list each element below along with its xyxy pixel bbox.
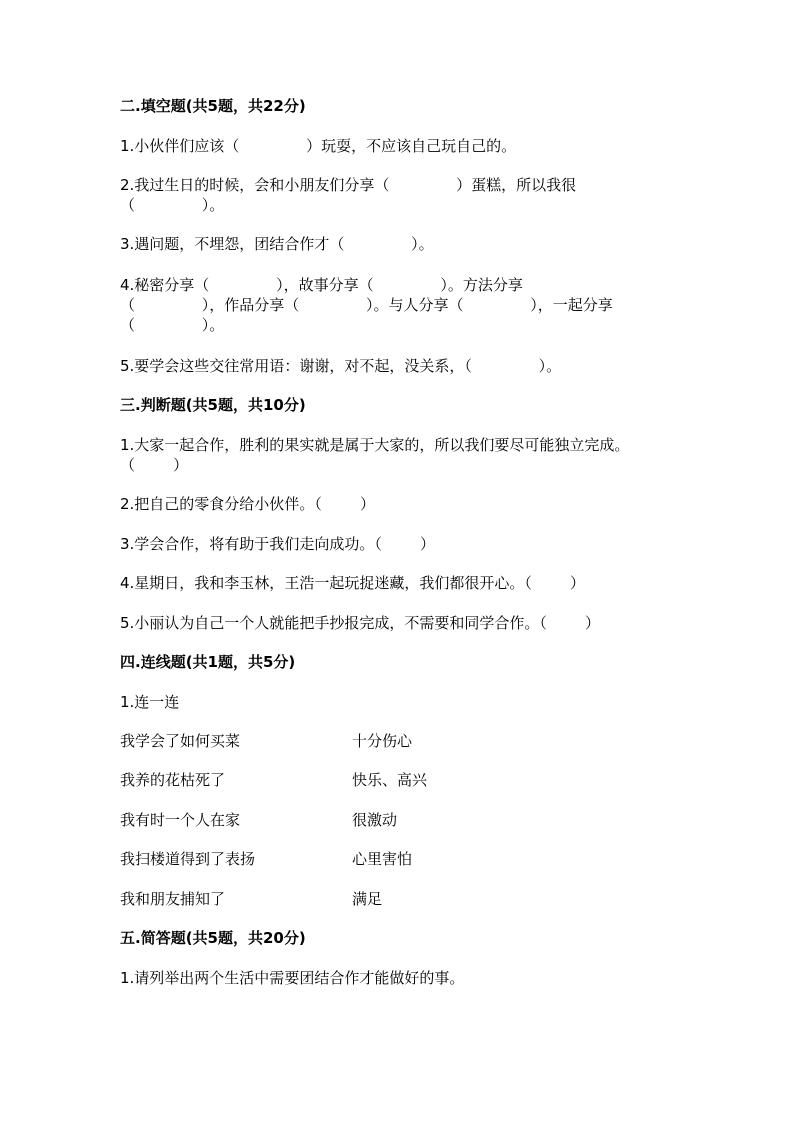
fill-question-2-line-2: （ ）。 — [120, 196, 225, 214]
section-match-title: 四.连线题(共1题，共5分) — [120, 653, 296, 671]
match-left-item-1: 我学会了如何买菜 — [120, 732, 241, 750]
judge-question-2: 2.把自己的零食分给小伙伴。（ ） — [120, 495, 375, 513]
section-judge-title: 三.判断题(共5题，共10分) — [120, 396, 306, 414]
fill-question-4-line-1: 4.秘密分享（ ），故事分享（ ）。方法分享 — [120, 276, 523, 294]
judge-question-5: 5.小丽认为自己一个人就能把手抄报完成，不需要和同学合作。（ ） — [120, 614, 600, 632]
judge-question-4: 4.星期日，我和李玉林，王浩一起玩捉迷藏，我们都很开心。（ ） — [120, 574, 585, 592]
fill-question-2-line-1: 2.我过生日的时候，会和小朋友们分享（ ）蛋糕，所以我很 — [120, 176, 577, 194]
section-fill-title: 二.填空题(共5题，共22分) — [120, 97, 306, 115]
fill-question-4-line-2: （ ），作品分享（ ）。与人分享（ ），一起分享 — [120, 296, 613, 314]
match-left-item-4: 我扫楼道得到了表扬 — [120, 850, 256, 868]
judge-question-1-line-1: 1.大家一起合作，胜利的果实就是属于大家的，所以我们要尽可能独立完成。 — [120, 436, 630, 454]
match-left-item-2: 我养的花枯死了 — [120, 771, 226, 789]
fill-question-1: 1.小伙伴们应该（ ）玩耍，不应该自己玩自己的。 — [120, 137, 517, 155]
match-right-item-3: 很激动 — [352, 811, 398, 829]
match-question-1: 1.连一连 — [120, 693, 180, 711]
match-right-item-1: 十分伤心 — [352, 732, 413, 750]
match-left-item-5: 我和朋友捕知了 — [120, 890, 226, 908]
judge-question-3: 3.学会合作，将有助于我们走向成功。（ ） — [120, 535, 435, 553]
short-question-1: 1.请列举出两个生活中需要团结合作才能做好的事。 — [120, 969, 465, 987]
judge-question-1-line-2: （ ） — [120, 456, 189, 474]
match-left-item-3: 我有时一个人在家 — [120, 811, 241, 829]
match-right-item-4: 心里害怕 — [352, 850, 413, 868]
match-right-item-5: 满足 — [352, 890, 383, 908]
section-short-title: 五.简答题(共5题，共20分) — [120, 929, 306, 947]
match-right-item-2: 快乐、高兴 — [352, 771, 428, 789]
fill-question-5: 5.要学会这些交往常用语：谢谢，对不起，没关系，（ ）。 — [120, 357, 562, 375]
fill-question-3: 3.遇问题，不埋怨，团结合作才（ ）。 — [120, 235, 434, 253]
fill-question-4-line-3: （ ）。 — [120, 316, 225, 334]
